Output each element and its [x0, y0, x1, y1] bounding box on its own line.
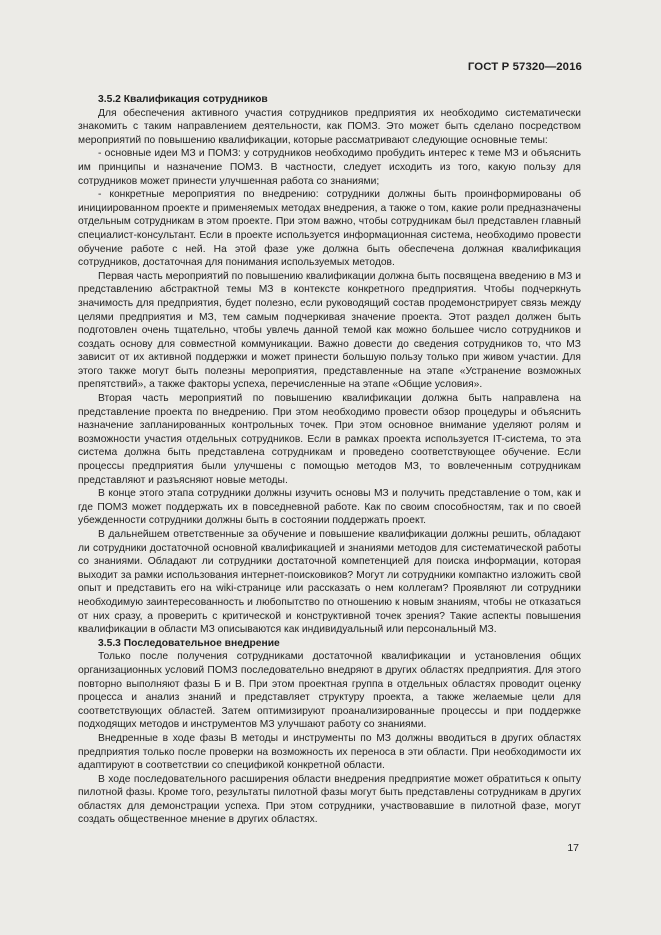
paragraph: Вторая часть мероприятий по повышению квалификации должна быть направлена на представление проекта по внедрению. При этом необходимо провести обзор процедуры и объяснить назначение запланированных контрольных точек. При этом основное внимание уделяют ролям и возможности участия отдельных сотрудников. Если в рамках проекта используется IT-система, то эта система должна быть представлена сотрудникам и проведено соответствующее обучение. Если процессы предприятия были улучшены с помощью методов МЗ, то вовлеченным сотрудникам представляют и разъясняют новые методы.	[78, 393, 581, 486]
paragraph: В конце этого этапа сотрудники должны изучить основы МЗ и получить представление о том, как и где ПОМЗ может поддержать их в повседневной работе. Как по своим способностям, так и по своей убежденности сотрудники должны быть в состоянии поддержать проект.	[78, 488, 581, 527]
paragraph: Первая часть мероприятий по повышению квалификации должна быть посвящена введению в МЗ и представлению абстрактной темы МЗ в контексте конкретного предприятия. Чтобы подчеркнуть значимость для предприятия, будет полезно, если руководящий состав продемонстрирует связь между целями предприятия и МЗ, тем самым подчеркивая значение проекта. Этот раздел должен быть подготовлен очень тщательно, чтобы увлечь данной темой как можно большее число сотрудников и создать основу для совместной коммуникации. Важно довести до сведения сотрудников то, что МЗ зависит от их активной поддержки и может принести большую пользу только при живом участии. Для этого также могут быть полезны мероприятия, представленные на этапе «Устранение возможных препятствий», а также факторы успеха, перечисленные на этапе «Общие условия».	[78, 270, 581, 391]
list-item-concrete-measures: - конкретные мероприятия по внедрению: сотрудники должны быть проинформированы об инициированном проекте и применяемых методах внедрения, а также о том, какие роли предназначены отдельным сотрудникам в этом проекте. При этом важно, чтобы сотрудникам был представлен главный специалист-консультант. Если в проекте используется информационная система, необходимо провести обучение работе с ней. На этой фазе уже должна быть обеспечена должная квалификация сотрудников, достаточная для понимания используемых методов.	[78, 189, 581, 269]
paragraph: Для обеспечения активного участия сотрудников предприятия их необходимо систематически знакомить с таким направлением деятельности, как ПОМЗ. Это может быть сделано посредством мероприятий по повышению квалификации, которые рассматривают следующие основные темы:	[78, 107, 581, 146]
standard-header: ГОСТ Р 57320—2016	[467, 61, 582, 73]
section-heading-3-5-2: 3.5.2 Квалификация сотрудников	[98, 94, 268, 105]
paragraph: В ходе последовательного расширения области внедрения предприятие может обратиться к опыту пилотной фазы. Кроме того, результаты пилотной фазы могут быть представлены сотрудникам в других областях для демонстрации успеха. При этом сотрудники, участвовавшие в пилотной фазе, могут создать общественное мнение в других областях.	[78, 773, 581, 826]
paragraph: Только после получения сотрудниками достаточной квалификации и установления общих организационных условий ПОМЗ последовательно внедряют в других областях предприятия. Для этого повторно выполняют фазы Б и В. При этом проектная группа в отдельных областях проводит оценку процесса и анализ знаний и представляет структуру проекта, а также желаемые цели для соответствующих областей. Затем оптимизируют проанализированные процессы и при поддержке подходящих методов и инструментов МЗ улучшают работу со знаниями.	[78, 651, 581, 731]
document-body	[78, 93, 581, 827]
page-number: 17	[567, 842, 579, 854]
paragraph: Внедренные в ходе фазы В методы и инструменты по МЗ должны вводиться в других областях предприятия только после проверки на возможность их переноса в эти области. При необходимости их адаптируют в соответствии со спецификой конкретной области.	[78, 732, 581, 772]
paragraph: В дальнейшем ответственные за обучение и повышение квалификации должны решить, обладают ли сотрудники достаточной основной квалификацией и знаниями методов для систематической работы со знаниями. Обладают ли сотрудники достаточной компетенцией для поиска информации, которая выходит за рамки использования интернет-поисковиков? Могут ли сотрудники компактно изложить свой опыт и представить его на wiki-странице или рассказать о нем коллегам? Проявляют ли сотрудники необходимую заинтересованность и любопытство по отношению к новым знаниям, чтобы не отказаться от них сразу, а проверить с критической и конструктивной точек зрения? Такие аспекты повышения квалификации в области МЗ описываются как индивидуальный или персональный МЗ.	[78, 529, 581, 636]
section-heading-3-5-3: 3.5.3 Последовательное внедрение	[98, 637, 280, 649]
list-item-basic-ideas: - основные идеи МЗ и ПОМЗ: у сотрудников необходимо пробудить интерес к теме МЗ и объяснить им принципы и назначение ПОМЗ. В частности, следует исходить из того, какую пользу для сотрудников может принести улучшенная работа со знаниями;	[78, 148, 581, 187]
